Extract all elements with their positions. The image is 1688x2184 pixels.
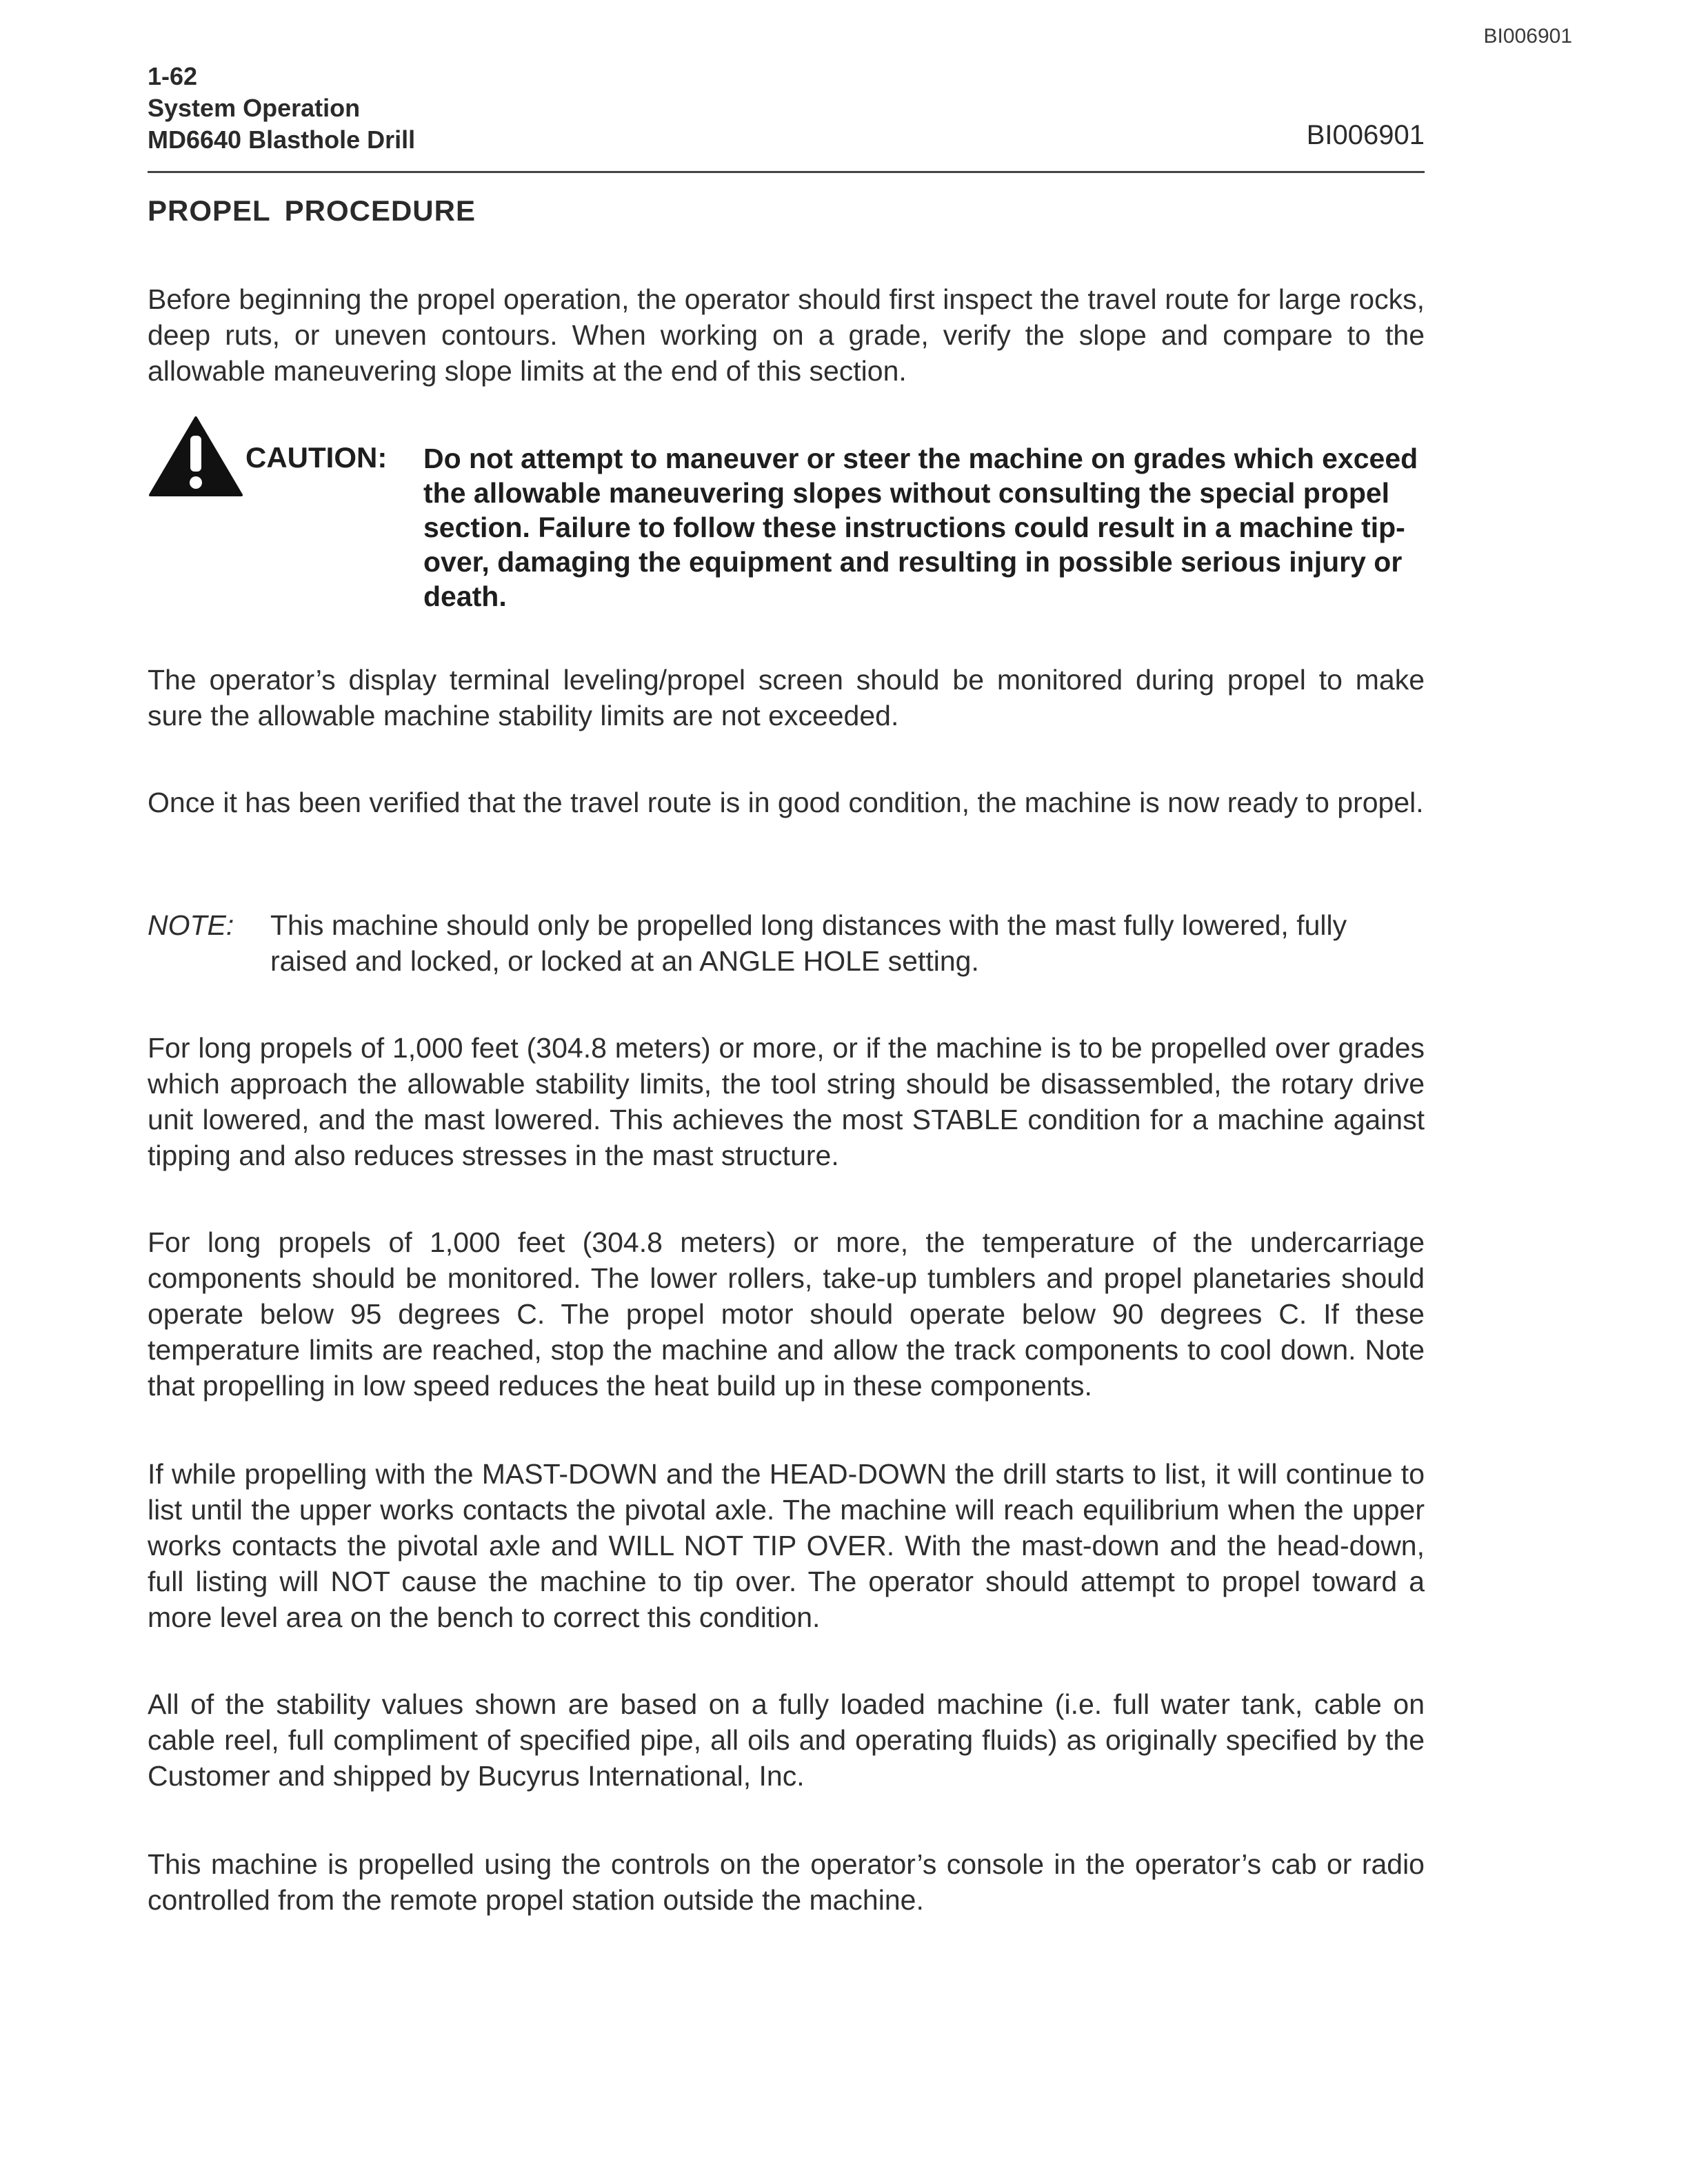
paragraph-long-propels: For long propels of 1,000 feet (304.8 meters) or more, or if the machine is to be propelled over grades which approach the allowable stability limits, the tool string should be disassembled, the rotary drive unit lowered, and the mast lowered. This achieves the most STABLE condition for a machine against tipping and also reduces stresses in the mast structure. xyxy=(148,1032,1425,1171)
page-header xyxy=(148,61,1425,157)
caution-label: CAUTION: xyxy=(245,441,388,474)
paragraph-ready: Once it has been verified that the travel route is in good condition, the machine is now ready to propel. xyxy=(148,787,1424,818)
corner-document-code: BI006901 xyxy=(1483,25,1572,48)
header-document-code: BI006901 xyxy=(1306,120,1425,150)
paragraph-intro: Before beginning the propel operation, the operator should first inspect the travel route for large rocks, deep ruts, or uneven contours. When working on a grade, verify the slope and compare to the allowable maneuvering slope limits at the end of this section. xyxy=(148,283,1425,387)
note-text: This machine should only be propelled long distances with the mast fully lowered, fully raised and locked, or locked at an ANGLE HOLE setting. xyxy=(270,909,1347,977)
note-block xyxy=(148,907,1425,983)
header-info xyxy=(148,61,415,156)
paragraph-temperature: For long propels of 1,000 feet (304.8 meters) or more, the temperature of the undercarriage components should be monitored. The lower rollers, take-up tumblers and propel planetaries should operate below 95 degrees C. The propel motor should operate below 90 degrees C. If these temperature limits are reached, stop the machine and allow the track components to cool down. Note that propelling in low speed reduces the heat build up in these components. xyxy=(148,1226,1425,1402)
page-number: 1-62 xyxy=(148,62,198,90)
warning-triangle-icon xyxy=(148,415,244,498)
header-divider xyxy=(148,171,1425,173)
paragraph-stability-values: All of the stability values shown are based on a fully loaded machine (i.e. full water tank, cable on cable reel, full compliment of specified pipe, all oils and operating fluids) as originally specified by the Customer and shipped by Bucyrus International, Inc. xyxy=(148,1688,1425,1792)
caution-block xyxy=(148,411,1425,618)
paragraph-monitor: The operator’s display terminal leveling/propel screen should be monitored during propel to make sure the allowable machine stability limits are not exceeded. xyxy=(148,664,1425,731)
machine-name: MD6640 Blasthole Drill xyxy=(148,125,416,154)
paragraph-listing: If while propelling with the MAST-DOWN and the HEAD-DOWN the drill starts to list, it will continue to list until the upper works contacts the pivotal axle. The machine will reach equilibrium when the upper works contacts the pivotal axle and WILL NOT TIP OVER. With the mast-down and the head-down, full listing will NOT cause the machine to tip over. The operator should attempt to propel toward a more level area on the bench to correct this condition. xyxy=(148,1458,1425,1633)
caution-text: Do not attempt to maneuver or steer the machine on grades which exceed the allowable maneuvering slopes without consulting the special propel section. Failure to follow these instructions could result in a machine tip-over, damaging the equipment and resulting in possible serious injury or death. xyxy=(423,443,1418,612)
paragraph-controls: This machine is propelled using the controls on the operator’s console in the operator’s cab or radio controlled from the remote propel station outside the machine. xyxy=(148,1848,1425,1916)
note-label: NOTE: xyxy=(148,909,234,941)
section-title: PROPEL PROCEDURE xyxy=(148,194,476,227)
section-name: System Operation xyxy=(148,94,361,122)
